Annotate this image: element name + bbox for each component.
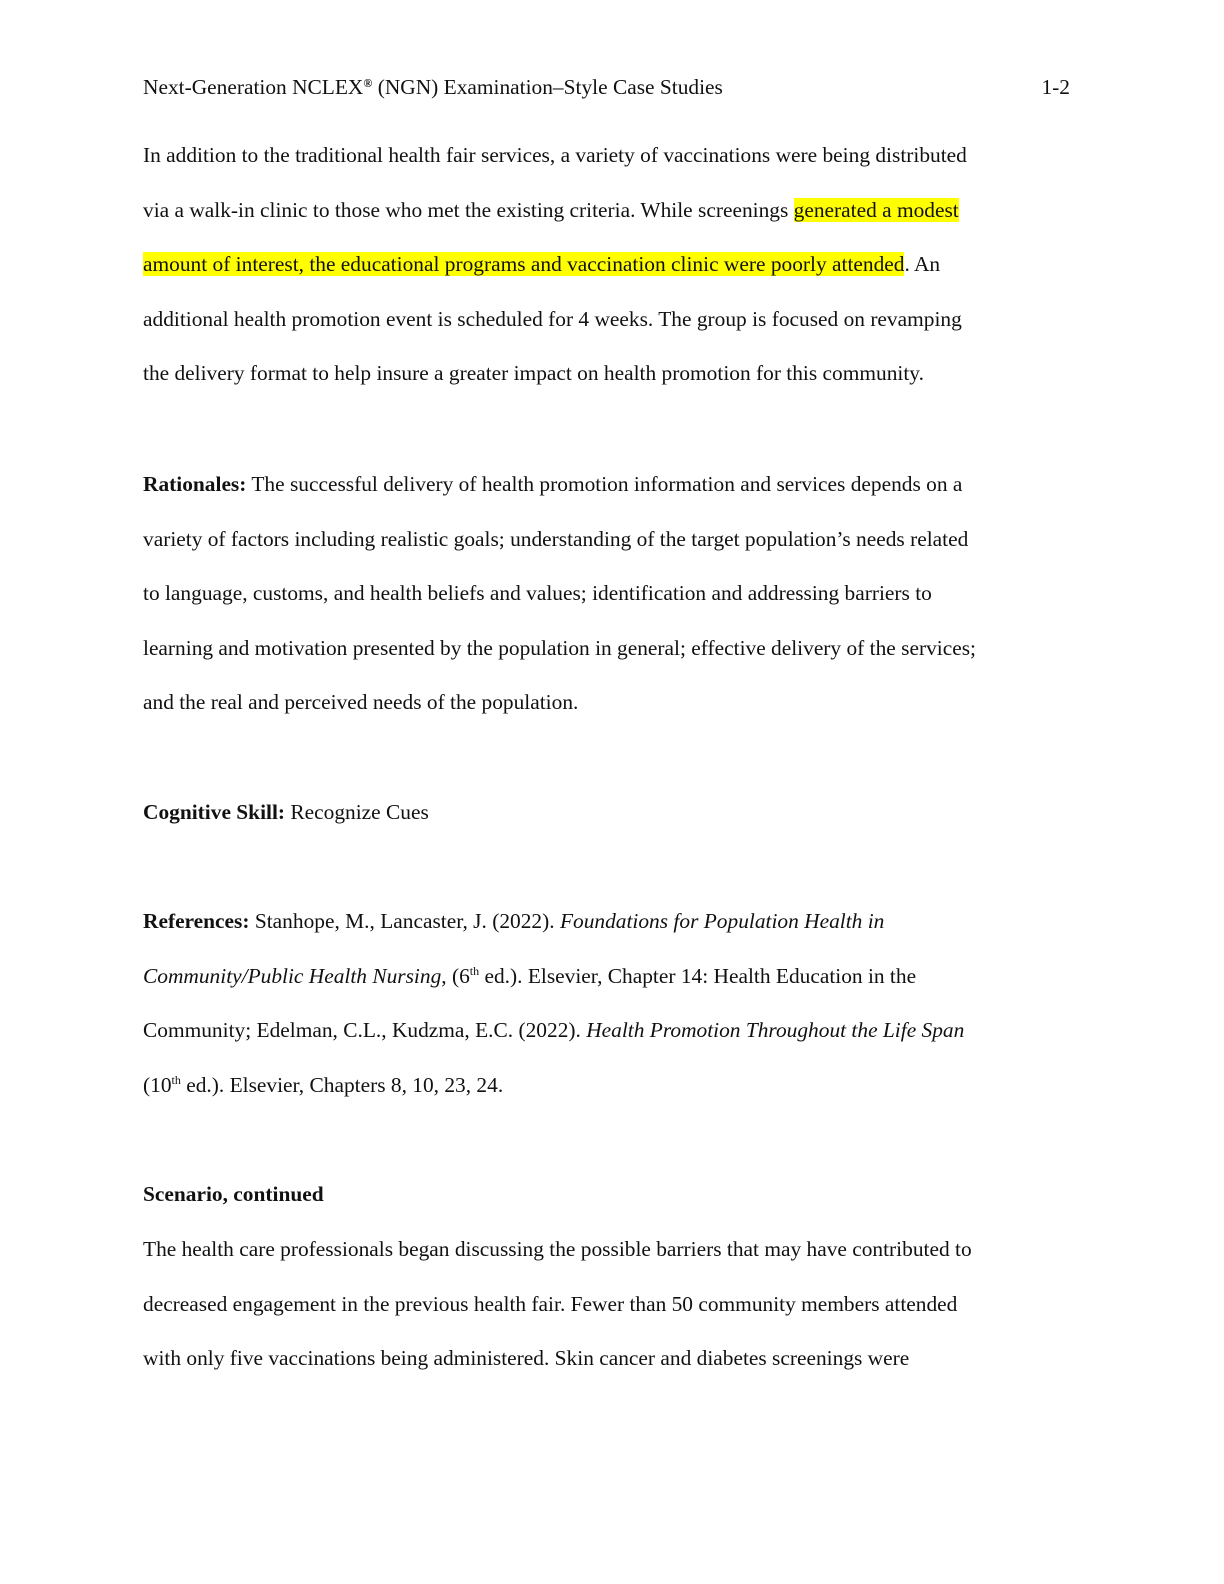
text-line: decreased engagement in the previous health fair. Fewer than 50 community members attended (143, 1291, 958, 1316)
text-line: In addition to the traditional health fair services, a variety of vaccinations were being distributed (143, 143, 967, 167)
text-line: learning and motivation presented by the population in general; effective delivery of the services; (143, 635, 976, 660)
rationales-label: Rationales: (143, 472, 247, 496)
highlighted-text: amount of interest, the educational programs and vaccination clinic were poorly attended (143, 252, 905, 277)
text-line: additional health promotion event is scheduled for 4 weeks. The group is focused on revamping (143, 306, 962, 331)
text-line: Rationales: The successful delivery of health promotion information and services depends on a (143, 472, 963, 496)
text-line: References: Stanhope, M., Lancaster, J. (2022). Foundations for Population Health in (143, 909, 885, 933)
text-line: with only five vaccinations being administered. Skin cancer and diabetes screenings were (143, 1346, 910, 1371)
header-title: Next-Generation NCLEX® (NGN) Examination–Style Case Studies (143, 75, 723, 99)
scenario-paragraph (143, 1222, 1083, 1386)
text-line: amount of interest, the educational programs and vaccination clinic were poorly attended. An (143, 252, 941, 277)
ordinal-superscript: th (469, 963, 480, 978)
intro-paragraph (143, 128, 1083, 401)
text-line: via a walk-in clinic to those who met the existing criteria. While screenings generated a modest (143, 197, 959, 222)
cognitive-skill-paragraph (143, 785, 1083, 840)
scenario-heading (143, 1167, 1083, 1222)
registered-mark: ® (363, 76, 373, 90)
text-line: and the real and perceived needs of the population. (143, 690, 579, 715)
ordinal-superscript: th (171, 1072, 181, 1087)
section-heading: Scenario, continued (143, 1182, 324, 1206)
book-title: Health Promotion Throughout the Life Span (586, 1018, 965, 1043)
references-label: References: (143, 909, 250, 933)
book-title: Foundations for Population Health in (559, 909, 885, 933)
text-line: variety of factors including realistic goals; understanding of the target population’s needs related (143, 526, 969, 551)
cognitive-skill-label: Cognitive Skill: (143, 800, 286, 824)
text-line: (10th ed.). Elsevier, Chapters 8, 10, 23, 24. (143, 1072, 504, 1097)
references-paragraph (143, 894, 1083, 1112)
text-line: the delivery format to help insure a greater impact on health promotion for this community. (143, 361, 924, 386)
rationales-paragraph (143, 457, 1083, 730)
page-number: 1-2 (1041, 75, 1070, 99)
running-header (143, 72, 1070, 102)
text-line: Community; Edelman, C.L., Kudzma, E.C. (2022). Health Promotion Throughout the Life Span (143, 1018, 965, 1043)
text-line: The health care professionals began discussing the possible barriers that may have contributed to (143, 1237, 972, 1261)
highlighted-text: generated a modest (793, 197, 959, 222)
text-line (143, 785, 1083, 840)
cognitive-skill-value: Recognize Cues (285, 800, 429, 824)
text-line: Community/Public Health Nursing, (6th ed.). Elsevier, Chapter 14: Health Education in the (143, 963, 917, 988)
book-title: Community/Public Health Nursing (143, 963, 442, 988)
text-line: to language, customs, and health beliefs and values; identification and addressing barriers to (143, 581, 932, 606)
